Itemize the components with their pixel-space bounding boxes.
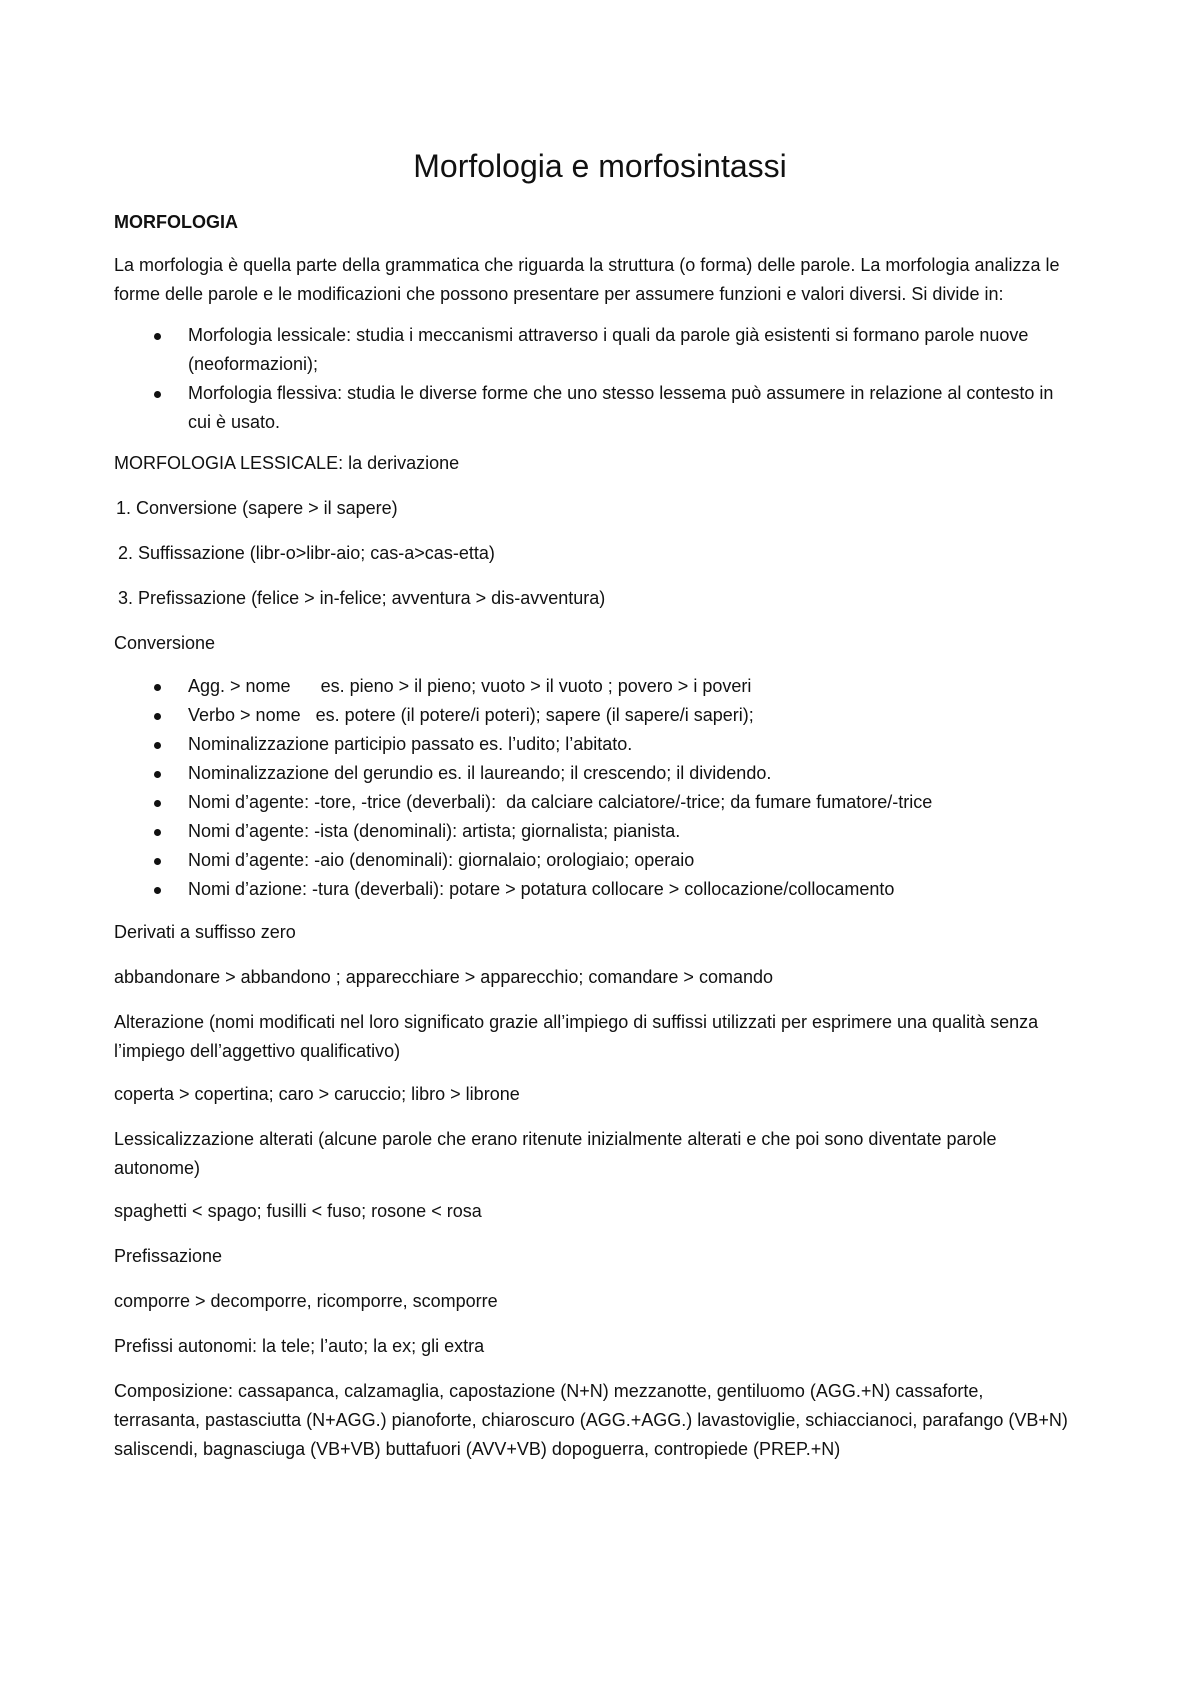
derivation-item-2: 2. Suffissazione (libr-o>libr-aio; cas-a>cas-etta) xyxy=(118,543,495,563)
prefissazione-examples: comporre > decomporre, ricomporre, scomporre xyxy=(114,1291,498,1311)
list-item: Verbo > nome es. potere (il potere/i poteri); sapere (il sapere/i saperi); xyxy=(114,701,1074,730)
bullet-icon xyxy=(154,742,161,749)
derivation-item-1: 1. Conversione (sapere > il sapere) xyxy=(116,498,398,518)
list-item: Nominalizzazione del gerundio es. il laureando; il crescendo; il dividendo. xyxy=(114,759,1074,788)
derivation-item-3: 3. Prefissazione (felice > in-felice; avventura > dis-avventura) xyxy=(118,588,606,608)
bullet-icon xyxy=(154,713,161,720)
bullet-icon xyxy=(154,333,161,340)
prefissi-autonomi-text: Prefissi autonomi: la tele; l’auto; la ex; gli extra xyxy=(114,1336,485,1356)
page-title: Morfologia e morfosintassi xyxy=(413,148,787,184)
alterazione-paragraph: Alterazione (nomi modificati nel loro significato grazie all’impiego di suffissi utilizzati per esprimere una qualità senza l’impiego dell’aggettivo qualificativo) xyxy=(114,1012,1039,1061)
bullet-icon xyxy=(154,829,161,836)
list-item: Morfologia lessicale: studia i meccanismi attraverso i quali da parole già esistenti si formano parole nuove (neoformazioni); xyxy=(114,321,1074,379)
document-body xyxy=(114,208,1074,1480)
list-item: Nomi d’azione: -tura (deverbali): potare > potatura collocare > collocazione/collocamento xyxy=(114,875,1074,904)
suffisso-zero-text: abbandonare > abbandono ; apparecchiare > apparecchio; comandare > comando xyxy=(114,967,773,987)
bullet-icon xyxy=(154,858,161,865)
conversione-heading: Conversione xyxy=(114,633,216,653)
bullet-icon xyxy=(154,800,161,807)
bullet-icon xyxy=(154,887,161,894)
list-item: Nominalizzazione participio passato es. l’udito; l’abitato. xyxy=(114,730,1074,759)
bullet-icon xyxy=(154,684,161,691)
prefissazione-heading: Prefissazione xyxy=(114,1246,223,1266)
list-item: Nomi d’agente: -tore, -trice (deverbali): da calciare calciatore/-trice; da fumare fumatore/-trice xyxy=(114,788,1074,817)
list-item: Nomi d’agente: -ista (denominali): artista; giornalista; pianista. xyxy=(114,817,1074,846)
types-list xyxy=(114,321,1074,437)
lessicalizzazione-examples: spaghetti < spago; fusilli < fuso; rosone < rosa xyxy=(114,1201,482,1221)
alterazione-examples: coperta > copertina; caro > caruccio; libro > librone xyxy=(114,1084,520,1104)
suffisso-zero-heading: Derivati a suffisso zero xyxy=(114,922,296,942)
conversione-list xyxy=(114,672,1074,904)
list-item: Morfologia flessiva: studia le diverse forme che uno stesso lessema può assumere in relazione al contesto in cui è usato. xyxy=(114,379,1074,437)
derivation-heading: MORFOLOGIA LESSICALE: la derivazione xyxy=(114,453,460,473)
composizione-paragraph: Composizione: cassapanca, calzamaglia, capostazione (N+N) mezzanotte, gentiluomo (AGG.+N) cassaforte, terrasanta, pastasciutta (N+AGG.) pianoforte, chiaroscuro (AGG.+AGG.) lavastoviglie, schiaccianoci, parafango (VB+N) saliscendi, bagnasciuga (VB+VB) buttafuori (AVV+VB) dopoguerra, contropiede (PREP.+N) xyxy=(114,1381,1068,1459)
bullet-icon xyxy=(154,771,161,778)
list-item: Nomi d’agente: -aio (denominali): giornalaio; orologiaio; operaio xyxy=(114,846,1074,875)
section-heading-morfologia: MORFOLOGIA xyxy=(114,212,238,232)
list-item: Agg. > nome es. pieno > il pieno; vuoto > il vuoto ; povero > i poveri xyxy=(114,672,1074,701)
bullet-icon xyxy=(154,391,161,398)
intro-paragraph: La morfologia è quella parte della grammatica che riguarda la struttura (o forma) delle parole. La morfologia analizza le forme delle parole e le modificazioni che possono presentare per assumere funzioni e valori diversi. Si divide in: xyxy=(114,255,1060,304)
lessicalizzazione-paragraph: Lessicalizzazione alterati (alcune parole che erano ritenute inizialmente alterati e che poi sono diventate parole autonome) xyxy=(114,1129,997,1178)
